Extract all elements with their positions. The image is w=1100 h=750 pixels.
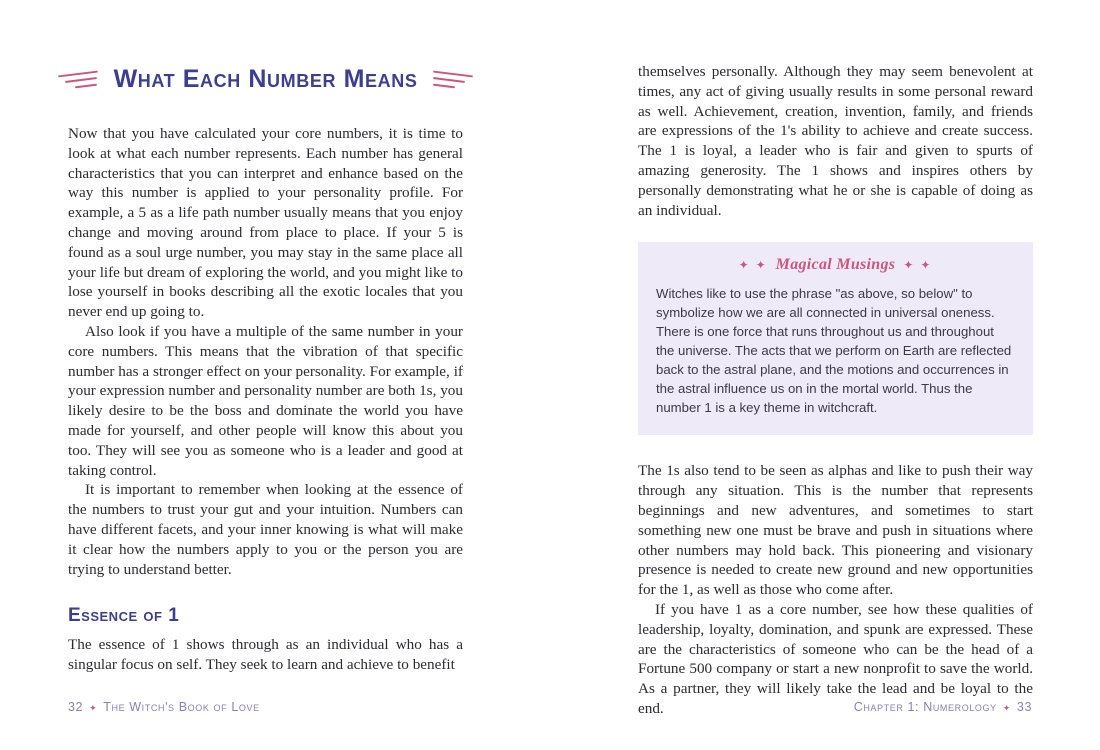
body-paragraph: themselves personally. Although they may seem benevolent at times, any act of giving usually results in some personal reward as well. Achievement, creation, invention, family, and friends are expressions of the 1's ability to achieve and create success. The 1 is loyal, a leader who is fair and given to spurts of amazing generosity. The 1 shows and inspires others by personally demonstrating what he or she is capable of doing as an individual.: [638, 63, 1033, 219]
page-number-left: 32: [68, 700, 84, 714]
body-paragraph: If you have 1 as a core number, see how these qualities of leadership, loyalty, domination, and spunk are expressed. These are the characteristics of someone who can be the head of a Fortune 500 company or start a new nonprofit to save the world. As a partner, they will likely take the lead and be loyal to the end.: [638, 600, 1033, 717]
flourish-left-icon: [54, 68, 100, 90]
sparkle-right-icon: ✦ ✦: [903, 258, 933, 273]
chapter-title-footer: Chapter 1: Numerology: [853, 700, 997, 714]
sparkle-left-icon: ✦ ✦: [738, 258, 768, 273]
body-paragraph: The essence of 1 shows through as an individual who has a singular focus on self. They seek to learn and achieve to benefit: [68, 636, 463, 674]
page-title-text: What Each Number Means: [113, 64, 418, 93]
body-paragraph: It is important to remember when looking at the essence of the numbers to trust your gut and your intuition. Numbers can have different facets, and your inner knowing is what will make it clear how the numbers apply to you or the person you are trying to understand better.: [68, 481, 463, 578]
diamond-icon: ✦: [89, 703, 98, 713]
section-heading-essence-of-1: Essence of 1: [68, 605, 180, 627]
magical-musings-callout: [638, 242, 1033, 435]
body-paragraph: Now that you have calculated your core numbers, it is time to look at what each number represents. Each number has general characteristics that you can interpret and enhance based on the way this number is applied to your personality profile. For example, a 5 as a life path number usually means that you enjoy change and moving around from place to place. If your 5 is found as a soul urge number, you may stay in the same place all your life but dream of exploring the world, and you might like to lose yourself in books describing all the exotic locales that you never end up going to.: [68, 125, 463, 321]
callout-text: Witches like to use the phrase "as above, so below" to symbolize how we are all connected in universal oneness. There is one force that runs throughout us and throughout the universe. The acts that we perform on Earth are reflected back to the astral plane, and the motions and occurrences in the astral influence us on in the mortal world. Thus the number 1 is a key theme in witchcraft.: [656, 286, 1012, 416]
flourish-right-icon: [431, 68, 477, 90]
body-paragraph: The 1s also tend to be seen as alphas and like to push their way through any situation. This is the number that represents beginnings and new adventures, and sometimes to start something new one must be brave and push in situations where other numbers may hold back. This pioneering and visionary presence is needed to create new ground and new opportunities for the 1, as well as those who come after.: [638, 462, 1033, 599]
page-number-right: 33: [1016, 700, 1032, 714]
body-paragraph: Also look if you have a multiple of the same number in your core numbers. This means that the vibration of that specific number has a stronger effect on your personality. For example, if your expression number and personality number are both 1s, you likely desire to be the boss and dominate the world you have made for yourself, and other people will know this about you too. They will see you as someone who is a leader and good at taking control.: [68, 322, 463, 479]
two-column-spread: [68, 62, 1033, 719]
left-page-column: [68, 62, 463, 719]
footer-left: [68, 700, 260, 714]
book-title-footer: The Witch's Book of Love: [103, 700, 260, 714]
callout-title: Magical Musings: [775, 256, 896, 274]
diamond-icon: ✦: [1002, 703, 1011, 713]
callout-header: [656, 256, 1015, 274]
page-title: [68, 62, 463, 96]
footer-right: [854, 700, 1032, 714]
page-footer: [68, 700, 1032, 714]
right-page-column: [638, 62, 1033, 719]
